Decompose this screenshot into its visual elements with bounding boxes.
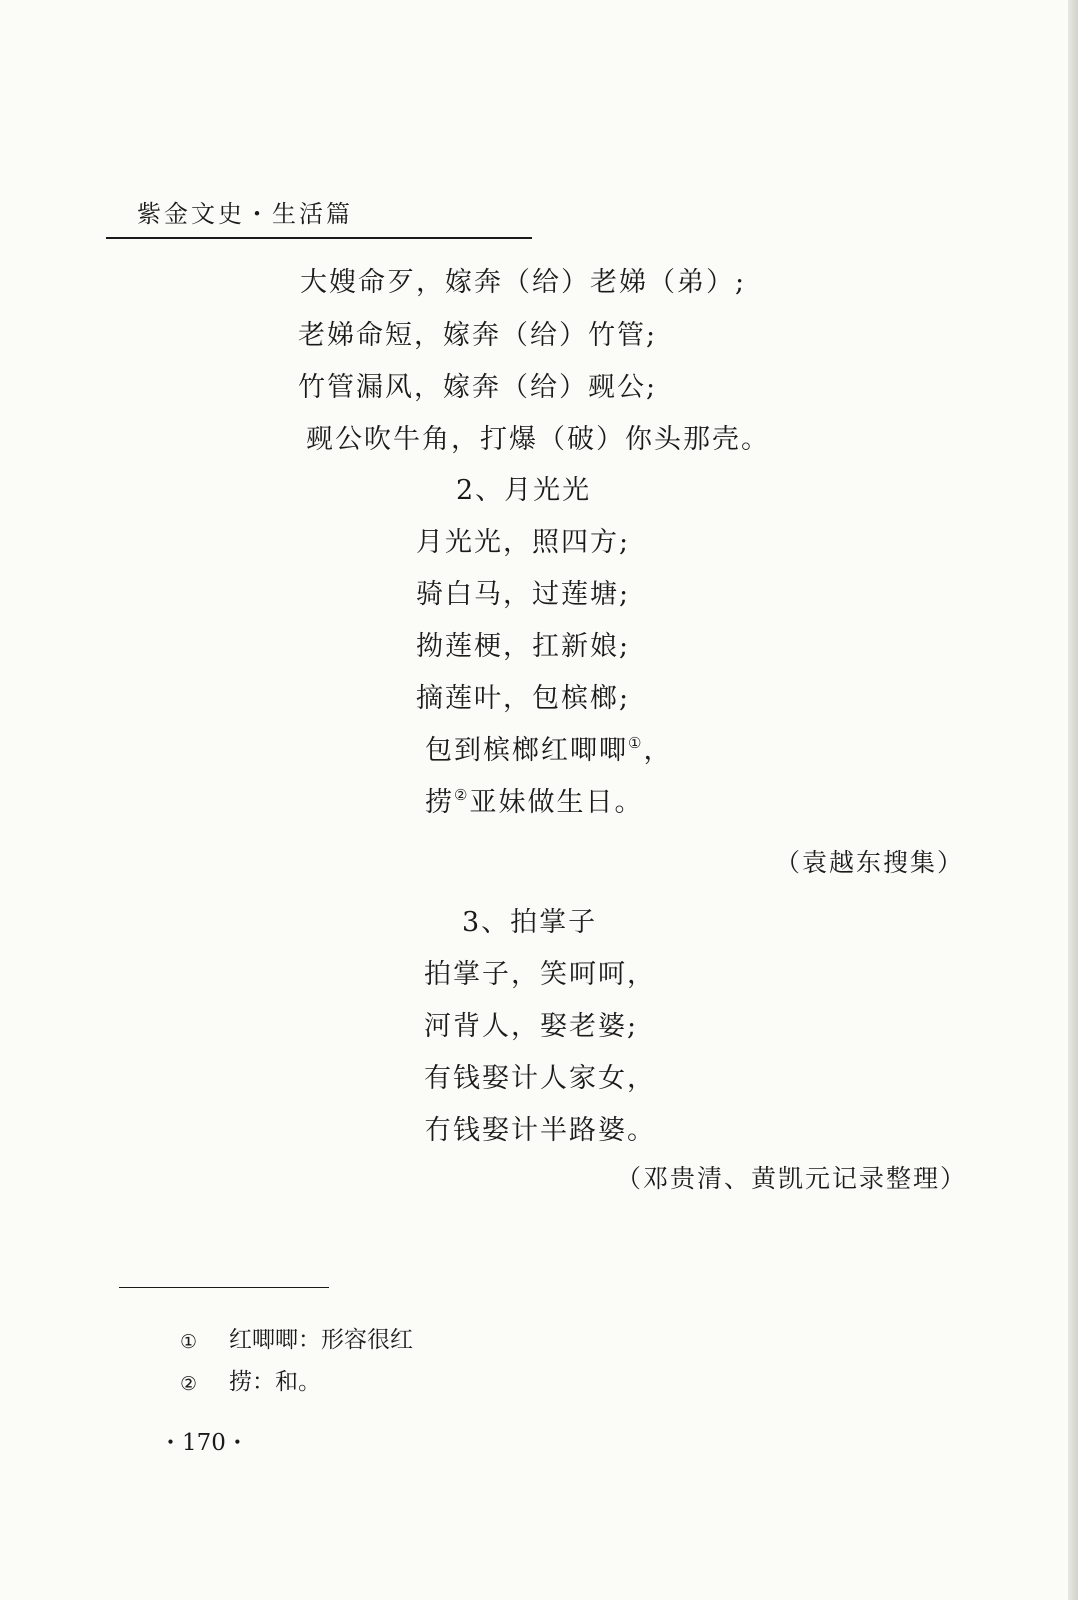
song2-line-6-start: 捞	[425, 787, 454, 818]
footnote-1-marker: ①	[180, 1331, 198, 1353]
song2-line-6-text: 亚妹做生日。	[469, 787, 644, 818]
page-edge-shadow	[1068, 0, 1078, 1600]
song1-line-4: 觋公吹牛角，打爆（破）你头那壳。	[306, 424, 770, 455]
running-header: 紫金文史・生活篇	[137, 200, 353, 228]
song2-line-4: 摘莲叶，包槟榔;	[416, 683, 631, 714]
song2-line-1: 月光光，照四方;	[416, 527, 631, 558]
song3-line-2: 河背人，娶老婆;	[424, 1011, 639, 1042]
song2-line-2: 骑白马，过莲塘;	[416, 579, 631, 610]
song2-line-5-end: ，	[643, 735, 673, 766]
song3-line-3: 有钱娶计人家女，	[424, 1063, 656, 1094]
song2-line-6	[425, 785, 643, 821]
song3-title: 3、拍掌子	[462, 907, 598, 938]
song2-line-5	[425, 733, 672, 769]
song2-title: 2、月光光	[456, 475, 592, 506]
song2-line-3: 拗莲梗，扛新娘;	[416, 631, 631, 662]
song1-line-3: 竹管漏风，嫁奔（给）觋公;	[298, 372, 658, 403]
page-number: ・170・	[159, 1430, 249, 1456]
song1-line-2: 老娣命短，嫁奔（给）竹管;	[298, 320, 658, 351]
footnote-1-text: 红唧唧：形容很红	[229, 1327, 413, 1353]
song3-credit: （邓贵清、黄凯元记录整理）	[616, 1164, 968, 1193]
song3-line-1: 拍掌子，笑呵呵，	[424, 959, 656, 990]
footnote-ref-1: ①	[628, 734, 644, 752]
footnote-2-text: 捞：和。	[229, 1369, 321, 1395]
song3-line-4: 冇钱娶计半路婆。	[424, 1115, 656, 1146]
footnote-rule	[119, 1287, 329, 1288]
header-rule	[106, 237, 532, 239]
song1-line-1: 大嫂命歹，嫁奔（给）老娣（弟）;	[300, 267, 747, 298]
song2-line-5-text: 包到槟榔红唧唧	[425, 735, 628, 766]
song2-credit: （袁越东搜集）	[775, 848, 965, 877]
footnote-2-marker: ②	[180, 1373, 198, 1395]
footnote-ref-2: ②	[454, 786, 470, 804]
